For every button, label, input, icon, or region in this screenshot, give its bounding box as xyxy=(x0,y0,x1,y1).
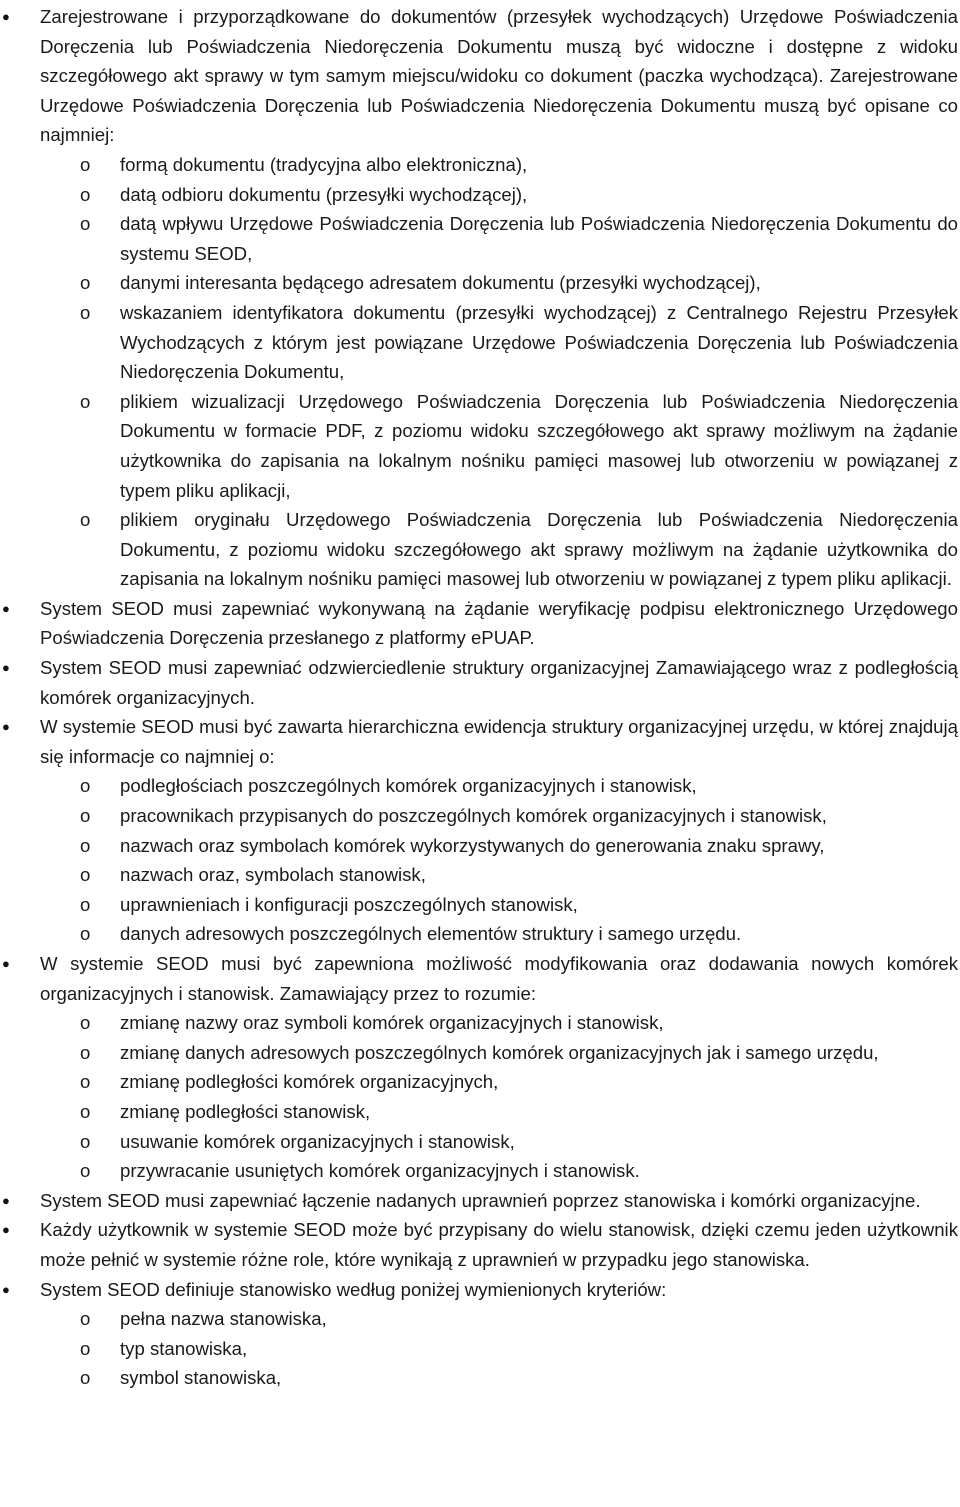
sub-list xyxy=(40,150,958,594)
requirement-item xyxy=(0,949,958,1186)
sub-list-item: o przywracanie usuniętych komórek organizacyjnych i stanowisk. xyxy=(40,1156,958,1186)
sub-list xyxy=(40,1008,958,1186)
sub-list xyxy=(40,1304,958,1393)
sub-list-item: o uprawnieniach i konfiguracji poszczególnych stanowisk, xyxy=(40,890,958,920)
requirement-item xyxy=(0,594,958,653)
sub-list-item: o formą dokumentu (tradycyjna albo elektroniczna), xyxy=(40,150,958,180)
sub-list-item: o pełna nazwa stanowiska, xyxy=(40,1304,958,1334)
sub-list-item: o zmianę podległości stanowisk, xyxy=(40,1097,958,1127)
requirement-text: ● Każdy użytkownik w systemie SEOD może być przypisany do wielu stanowisk, dzięki czemu jeden użytkownik może pełnić w systemie różne role, które wynikają z uprawnień w przypadku jego stanowiska. xyxy=(40,1219,958,1270)
requirement-item xyxy=(0,1186,958,1216)
sub-list-item: o danymi interesanta będącego adresatem dokumentu (przesyłki wychodzącej), xyxy=(40,268,958,298)
sub-list-item: o zmianę danych adresowych poszczególnych komórek organizacyjnych jak i samego urzędu, xyxy=(40,1038,958,1068)
sub-list-item: o usuwanie komórek organizacyjnych i stanowisk, xyxy=(40,1127,958,1157)
sub-list-item: o pracownikach przypisanych do poszczególnych komórek organizacyjnych i stanowisk, xyxy=(40,801,958,831)
requirement-item xyxy=(0,1275,958,1393)
sub-list-item: o plikiem wizualizacji Urzędowego Poświadczenia Doręczenia lub Poświadczenia Niedoręczenia Dokumentu w formacie PDF, z poziomu widoku szczegółowego akt sprawy możliwym na żądanie użytkownika do zapisania na lokalnym nośniku pamięci masowej lub otworzeniu w powiązanej z typem pliku aplikacji, xyxy=(40,387,958,505)
requirement-text: ● System SEOD musi zapewniać wykonywaną na żądanie weryfikację podpisu elektronicznego Urzędowego Poświadczenia Doręczenia przesłanego z platformy ePUAP. xyxy=(40,597,958,649)
requirement-text: ● Zarejestrowane i przyporządkowane do dokumentów (przesyłek wychodzących) Urzędowe Poświadczenia Doręczenia lub Poświadczenia Niedoręczenia Dokumentu muszą być widoczne i dostępne z widoku szczegółowego akt sprawy w tym samym miejscu/widoku co dokument (paczka wychodząca). Zarejestrowane Urzędowe Poświadczenia Doręczenia lub Poświadczenia Niedoręczenia Dokumentu muszą być opisane co najmniej: xyxy=(40,6,958,146)
requirement-text: ● System SEOD musi zapewniać odzwierciedlenie struktury organizacyjnej Zamawiającego wraz z podległością komórek organizacyjnych. xyxy=(40,657,958,708)
sub-list-item: o symbol stanowiska, xyxy=(40,1363,958,1393)
sub-list-item: o datą wpływu Urzędowe Poświadczenia Doręczenia lub Poświadczenia Niedoręczenia Dokumentu do systemu SEOD, xyxy=(40,209,958,268)
requirement-item xyxy=(0,653,958,712)
sub-list-item: o danych adresowych poszczególnych elementów struktury i samego urzędu. xyxy=(40,919,958,949)
sub-list-item: o wskazaniem identyfikatora dokumentu (przesyłki wychodzącej) z Centralnego Rejestru Przesyłek Wychodzących z którym jest powiązane Urzędowe Poświadczenia Doręczenia lub Poświadczenia Niedoręczenia Dokumentu, xyxy=(40,298,958,387)
sub-list-item: o podległościach poszczególnych komórek organizacyjnych i stanowisk, xyxy=(40,771,958,801)
sub-list-item: o datą odbioru dokumentu (przesyłki wychodzącej), xyxy=(40,180,958,210)
sub-list xyxy=(40,771,958,949)
requirement-item xyxy=(0,712,958,949)
requirement-text: ● System SEOD musi zapewniać łączenie nadanych uprawnień poprzez stanowiska i komórki organizacyjne. xyxy=(40,1189,921,1211)
sub-list-item: o nazwach oraz, symbolach stanowisk, xyxy=(40,860,958,890)
sub-list-item: o typ stanowiska, xyxy=(40,1334,958,1364)
requirement-item xyxy=(0,1215,958,1274)
sub-list-item: o plikiem oryginału Urzędowego Poświadczenia Doręczenia lub Poświadczenia Niedoręczenia Dokumentu, z poziomu widoku szczegółowego akt sprawy możliwym na żądanie użytkownika do zapisania na lokalnym nośniku pamięci masowej lub otworzeniu w powiązanej z typem pliku aplikacji. xyxy=(40,505,958,594)
requirement-text: ● System SEOD definiuje stanowisko według poniżej wymienionych kryteriów: xyxy=(40,1278,667,1300)
requirement-item xyxy=(0,2,958,594)
sub-list-item: o zmianę podległości komórek organizacyjnych, xyxy=(40,1067,958,1097)
sub-list-item: o nazwach oraz symbolach komórek wykorzystywanych do generowania znaku sprawy, xyxy=(40,831,958,861)
sub-list-item: o zmianę nazwy oraz symboli komórek organizacyjnych i stanowisk, xyxy=(40,1008,958,1038)
requirement-text: ● W systemie SEOD musi być zapewniona możliwość modyfikowania oraz dodawania nowych komórek organizacyjnych i stanowisk. Zamawiający przez to rozumie: xyxy=(40,953,958,1004)
requirement-text: ● W systemie SEOD musi być zawarta hierarchiczna ewidencja struktury organizacyjnej urzędu, w której znajdują się informacje co najmniej o: xyxy=(40,716,958,767)
requirements-list xyxy=(0,2,958,1393)
